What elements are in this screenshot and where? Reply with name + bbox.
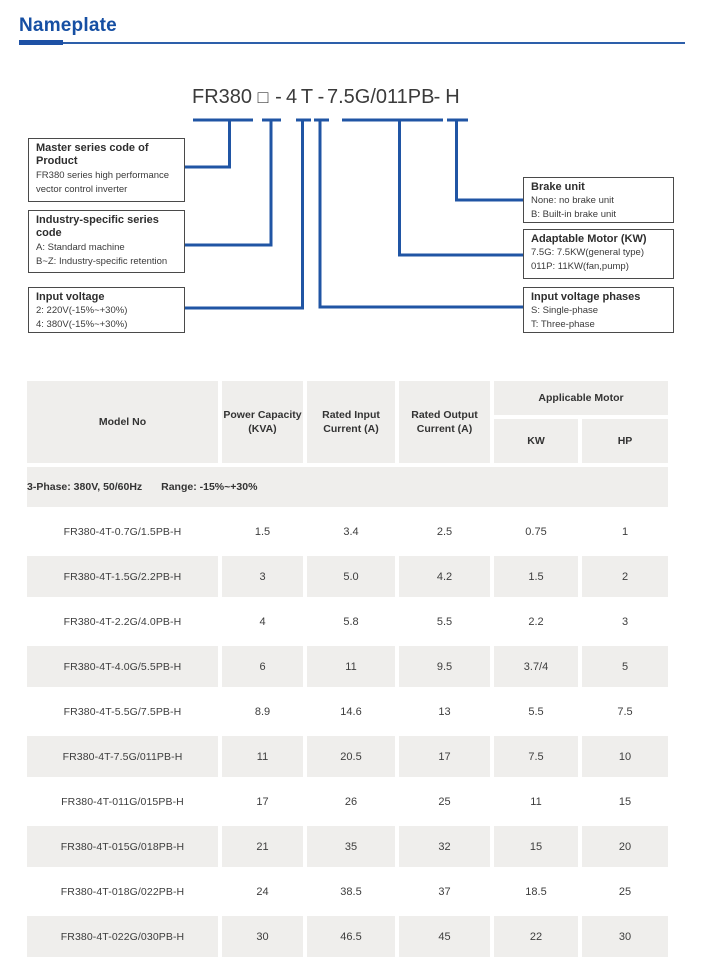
table-row — [27, 601, 668, 642]
phase-note-row — [27, 467, 668, 507]
cell-kw: 1.5 — [494, 556, 578, 597]
connector-input-phases — [320, 120, 523, 307]
page-title: Nameplate — [19, 15, 117, 36]
cell-hp: 1 — [582, 511, 668, 552]
callout-title: Industry-specific series code — [36, 214, 159, 240]
cell-hp: 3 — [582, 601, 668, 642]
column-header-hp — [582, 419, 668, 463]
header-label: KW — [527, 434, 545, 447]
header-label: Current (A) — [416, 423, 473, 435]
model-code-dash: - — [317, 86, 325, 108]
table-row — [27, 556, 668, 597]
callout-line: FR380 series high performance — [36, 169, 170, 181]
table-row — [27, 511, 668, 552]
table-row — [27, 781, 668, 822]
callout-title: Master series code of Product — [36, 142, 149, 168]
cell-rated-input: 5.0 — [307, 556, 395, 597]
model-code-segment-voltage: 4 — [285, 86, 298, 108]
cell-rated-output: 45 — [399, 916, 490, 957]
cell-rated-input: 11 — [307, 646, 395, 687]
cell-rated-input: 14.6 — [307, 691, 395, 732]
cell-hp: 10 — [582, 736, 668, 777]
cell-model-no: FR380-4T-4.0G/5.5PB-H — [27, 646, 218, 687]
cell-power-capacity: 17 — [222, 781, 303, 822]
title-underline-accent — [19, 40, 63, 45]
cell-power-capacity: 3 — [222, 556, 303, 597]
callout-industry-series — [28, 210, 185, 273]
column-header-rated-input — [307, 381, 395, 463]
cell-rated-input: 46.5 — [307, 916, 395, 957]
callout-line: T: Three-phase — [531, 319, 595, 331]
cell-rated-input: 3.4 — [307, 511, 395, 552]
model-code-segment-brake: H — [445, 86, 460, 108]
cell-kw: 15 — [494, 826, 578, 867]
cell-rated-input: 35 — [307, 826, 395, 867]
model-code-segment-phase: T — [300, 86, 314, 108]
cell-rated-output: 25 — [399, 781, 490, 822]
cell-rated-output: 32 — [399, 826, 490, 867]
callout-line: B: Built-in brake unit — [531, 209, 617, 221]
cell-rated-output: 17 — [399, 736, 490, 777]
callout-line: B~Z: Industry-specific retention — [36, 255, 168, 267]
cell-power-capacity: 8.9 — [222, 691, 303, 732]
model-code-segment-industry: □ — [257, 87, 269, 107]
table-row — [27, 826, 668, 867]
cell-rated-output: 37 — [399, 871, 490, 912]
column-header-rated-output — [399, 381, 490, 463]
column-header-model-no — [27, 381, 218, 463]
cell-hp: 15 — [582, 781, 668, 822]
cell-rated-input: 38.5 — [307, 871, 395, 912]
cell-power-capacity: 6 — [222, 646, 303, 687]
table-row — [27, 916, 668, 957]
connector-brake-unit — [457, 120, 524, 200]
model-code — [191, 86, 463, 109]
table-row — [27, 736, 668, 777]
cell-model-no: FR380-4T-015G/018PB-H — [27, 826, 218, 867]
cell-power-capacity: 1.5 — [222, 511, 303, 552]
table-row — [27, 871, 668, 912]
cell-kw: 7.5 — [494, 736, 578, 777]
model-code-segment-motor: 7.5G/011PB — [327, 86, 435, 108]
callout-line: vector control inverter — [36, 183, 128, 195]
phase-note-supply: 3-Phase: 380V, 50/60Hz — [27, 481, 143, 493]
callout-line: S: Single-phase — [531, 305, 599, 317]
header-label: Power Capacity — [223, 408, 302, 421]
header-label: Rated Output — [411, 408, 478, 421]
cell-rated-input: 26 — [307, 781, 395, 822]
cell-power-capacity: 11 — [222, 736, 303, 777]
header-label: Rated Input — [322, 408, 380, 421]
header-label: Applicable Motor — [538, 391, 624, 404]
model-code-diagram — [0, 56, 708, 346]
cell-power-capacity: 4 — [222, 601, 303, 642]
cell-kw: 5.5 — [494, 691, 578, 732]
cell-rated-input: 5.8 — [307, 601, 395, 642]
connector-input-voltage — [185, 120, 303, 308]
callout-title: Input voltage phases — [531, 291, 641, 303]
callout-line: 7.5G: 7.5KW(general type) — [531, 247, 644, 259]
cell-hp: 20 — [582, 826, 668, 867]
cell-rated-output: 13 — [399, 691, 490, 732]
cell-rated-output: 9.5 — [399, 646, 490, 687]
cell-model-no: FR380-4T-018G/022PB-H — [27, 871, 218, 912]
cell-model-no: FR380-4T-7.5G/011PB-H — [27, 736, 218, 777]
cell-hp: 30 — [582, 916, 668, 957]
callout-line: 011P: 11KW(fan,pump) — [531, 261, 629, 273]
spec-table — [23, 377, 672, 961]
header-label: Model No — [98, 415, 147, 428]
callout-master-series — [28, 138, 185, 202]
cell-model-no: FR380-4T-0.7G/1.5PB-H — [27, 511, 218, 552]
cell-model-no: FR380-4T-2.2G/4.0PB-H — [27, 601, 218, 642]
callout-line: A: Standard machine — [36, 241, 125, 253]
model-code-dash: - — [433, 86, 441, 108]
cell-hp: 5 — [582, 646, 668, 687]
callout-title: Input voltage — [36, 291, 105, 303]
cell-kw: 18.5 — [494, 871, 578, 912]
cell-power-capacity: 24 — [222, 871, 303, 912]
callout-line: None: no brake unit — [531, 195, 614, 207]
connector-adaptable-motor — [400, 120, 524, 255]
cell-kw: 2.2 — [494, 601, 578, 642]
column-header-kw — [494, 419, 578, 463]
cell-kw: 11 — [494, 781, 578, 822]
cell-rated-output: 5.5 — [399, 601, 490, 642]
cell-hp: 7.5 — [582, 691, 668, 732]
phase-note-cell — [27, 467, 668, 507]
cell-power-capacity: 21 — [222, 826, 303, 867]
model-code-dash: - — [275, 86, 282, 108]
callout-title: Brake unit — [531, 181, 585, 193]
cell-kw: 0.75 — [494, 511, 578, 552]
callout-title: Adaptable Motor (KW) — [531, 233, 647, 245]
cell-power-capacity: 30 — [222, 916, 303, 957]
cell-model-no: FR380-4T-5.5G/7.5PB-H — [27, 691, 218, 732]
phase-note-range: Range: -15%~+30% — [161, 481, 258, 493]
cell-model-no: FR380-4T-022G/030PB-H — [27, 916, 218, 957]
header-label: Current (A) — [323, 423, 379, 435]
header-label: (KVA) — [248, 423, 277, 435]
cell-rated-output: 2.5 — [399, 511, 490, 552]
page-header — [0, 0, 708, 44]
model-code-segment-series: FR380 — [191, 86, 253, 108]
table-row — [27, 691, 668, 732]
callout-adaptable-motor — [523, 229, 674, 279]
callout-input-phases — [523, 287, 674, 333]
header-label: HP — [617, 434, 633, 447]
column-header-applicable-motor — [494, 381, 668, 415]
table-row — [27, 646, 668, 687]
callout-line: 4: 380V(-15%~+30%) — [36, 319, 128, 331]
callout-brake-unit — [523, 177, 674, 223]
connector-master-series — [185, 120, 230, 167]
column-header-power-capacity — [222, 381, 303, 463]
cell-model-no: FR380-4T-1.5G/2.2PB-H — [27, 556, 218, 597]
cell-model-no: FR380-4T-011G/015PB-H — [27, 781, 218, 822]
cell-kw: 3.7/4 — [494, 646, 578, 687]
table-header-row — [27, 381, 668, 415]
cell-rated-output: 4.2 — [399, 556, 490, 597]
title-underline — [19, 42, 685, 44]
cell-kw: 22 — [494, 916, 578, 957]
callout-line: 2: 220V(-15%~+30%) — [36, 305, 128, 317]
cell-hp: 25 — [582, 871, 668, 912]
callout-input-voltage — [28, 287, 185, 333]
cell-hp: 2 — [582, 556, 668, 597]
cell-rated-input: 20.5 — [307, 736, 395, 777]
